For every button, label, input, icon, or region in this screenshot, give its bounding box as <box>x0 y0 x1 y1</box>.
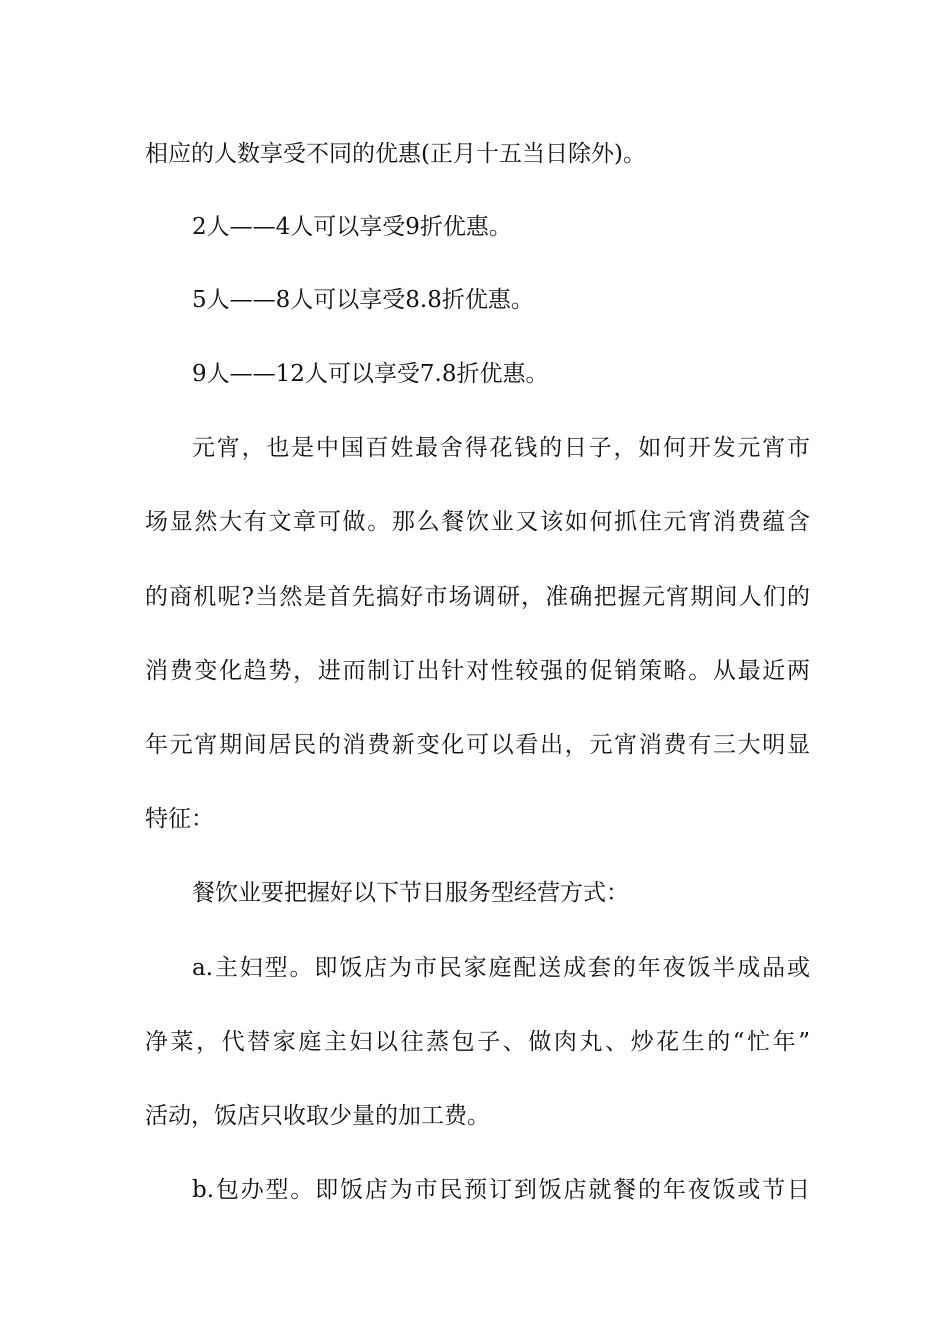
text-line-item-a-end: 活动，饭店只收取少量的加工费。 <box>145 1103 490 1129</box>
text-line-service-heading: 餐饮业要把握好以下节日服务型经营方式： <box>192 880 629 906</box>
text-line-paragraph: 消费变化趋势，进而制订出针对性较强的促销策略。从最近两 <box>145 658 810 684</box>
text-line-discount-intro: 相应的人数享受不同的优惠(正月十五当日除外)。 <box>145 141 646 167</box>
text-line-paragraph: 年元宵期间居民的消费新变化可以看出，元宵消费有三大明显 <box>145 732 810 758</box>
text-line-discount-5-8: 5人——8人可以享受8.8折优惠。 <box>192 287 534 313</box>
text-line-discount-9-12: 9人——12人可以享受7.8折优惠。 <box>192 361 549 387</box>
text-line-discount-2-4: 2人——4人可以享受9折优惠。 <box>192 214 512 240</box>
text-line-paragraph: 元宵，也是中国百姓最舍得花钱的日子，如何开发元宵市 <box>192 435 810 461</box>
text-line-paragraph-end: 特征： <box>145 806 214 832</box>
text-line-paragraph: 的商机呢?当然是首先搞好市场调研，准确把握元宵期间人们的 <box>145 584 810 610</box>
text-line-item-a: a.主妇型。即饭店为市民家庭配送成套的年夜饭半成品或 <box>192 955 810 981</box>
text-line-item-a-cont: 净菜，代替家庭主妇以往蒸包子、做肉丸、炒花生的“忙年” <box>145 1029 810 1055</box>
text-line-paragraph: 场显然大有文章可做。那么餐饮业又该如何抓住元宵消费蕴含 <box>145 509 810 535</box>
text-line-item-b: b.包办型。即饭店为市民预订到饭店就餐的年夜饭或节日 <box>192 1177 810 1203</box>
